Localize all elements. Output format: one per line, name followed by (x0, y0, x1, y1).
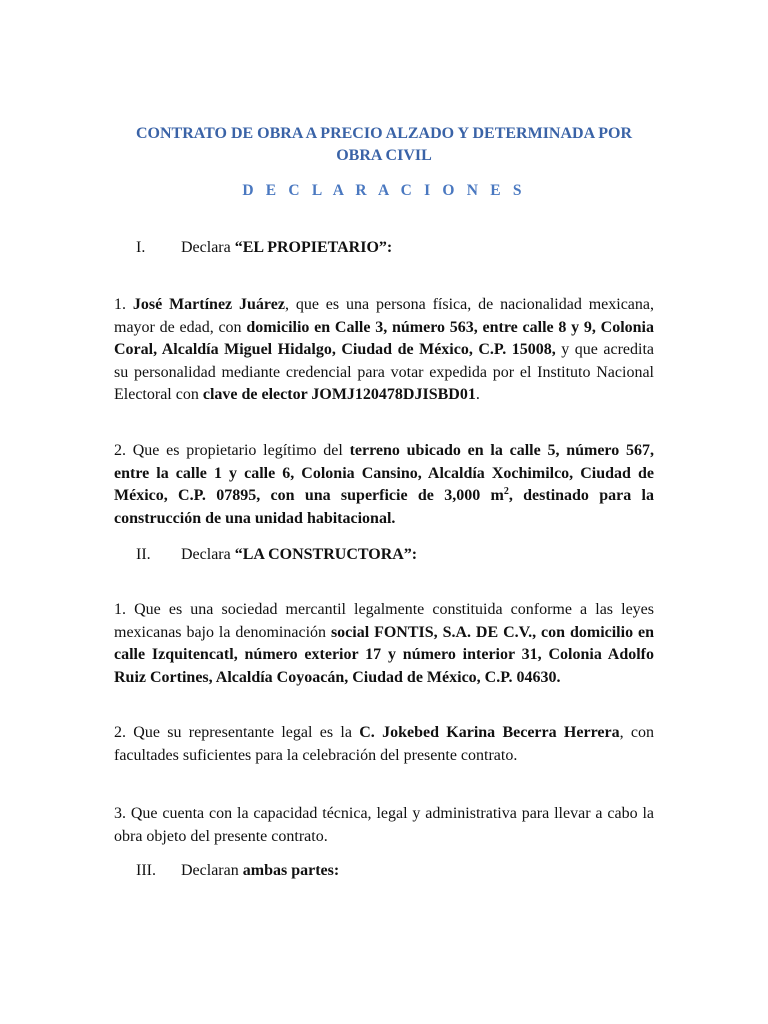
text-run: , con facultades suficientes para la celebración del presente contrato. (114, 724, 654, 764)
text-run: 2. Que es propietario legítimo del (114, 442, 350, 459)
contract-title: CONTRATO DE OBRA A PRECIO ALZADO Y DETERMINADA POR OBRA CIVIL (135, 125, 633, 164)
section-iii-numeral: III. (136, 862, 156, 879)
section-iii-party: ambas partes: (242, 862, 340, 879)
section-i-heading (136, 237, 392, 259)
constructor-declaration-2 (114, 722, 654, 767)
section-iii-declara: Declaran (181, 862, 243, 879)
section-iii-heading (136, 860, 339, 882)
text-run: 3. Que cuenta con la capacidad técnica, legal y administrativa para llevar a cabo la obra objeto del presente contrato. (114, 805, 654, 845)
declarations-heading: D E C L A R A C I O N E S (242, 182, 526, 199)
section-ii-party: “LA CONSTRUCTORA”: (234, 546, 418, 563)
owner-name: José Martínez Juárez (132, 296, 285, 313)
superscript: 2 (503, 486, 509, 497)
owner-declaration-1 (114, 294, 654, 407)
text-run: y que acredita su personalidad mediante credencial para votar expedida por el Instituto Nacional Electoral con (114, 341, 654, 403)
voter-key: clave de elector JOMJ120478DJISBD01 (202, 386, 476, 403)
land-description: terreno ubicado en la calle 5, número 567, entre la calle 1 y calle 6, Colonia Cansino, Alcaldía Xochimilco, Ciudad de México, C.P. 07895, con una superficie de 3,000 m (114, 442, 654, 504)
text-run: , que es una persona física, de nacionalidad mexicana, mayor de edad, con (114, 296, 655, 336)
section-ii-declara: Declara (181, 546, 235, 563)
section-ii-heading (136, 544, 417, 566)
text-run: 1. (114, 296, 133, 313)
legal-representative: C. Jokebed Karina Becerra Herrera (359, 724, 620, 741)
section-i-declara: Declara (181, 239, 235, 256)
constructor-declaration-3 (114, 803, 654, 848)
constructor-declaration-1 (114, 599, 654, 689)
company-details: social FONTIS, S.A. DE C.V., con domicilio en calle Izquitencatl, número exterior 17 y número interior 31, Colonia Adolfo Ruiz Cortines, Alcaldía Coyoacán, Ciudad de México, C.P. 04630. (114, 623, 654, 686)
section-i-numeral: I. (136, 239, 146, 256)
text-run: . (475, 386, 480, 403)
section-i-party: “EL PROPIETARIO”: (234, 239, 393, 256)
owner-declaration-2 (114, 440, 654, 530)
section-ii-numeral: II. (136, 546, 151, 563)
land-purpose: , destinado para la construcción de una unidad habitacional. (114, 487, 654, 527)
owner-address: domicilio en Calle 3, número 563, entre calle 8 y 9, Colonia Coral, Alcaldía Miguel Hidalgo, Ciudad de México, C.P. 15008, (114, 318, 655, 358)
text-run: 2. Que su representante legal es la (114, 724, 360, 741)
text-run: 1. Que es una sociedad mercantil legalmente constituida conforme a las leyes mexicanas bajo la denominación (114, 601, 654, 641)
